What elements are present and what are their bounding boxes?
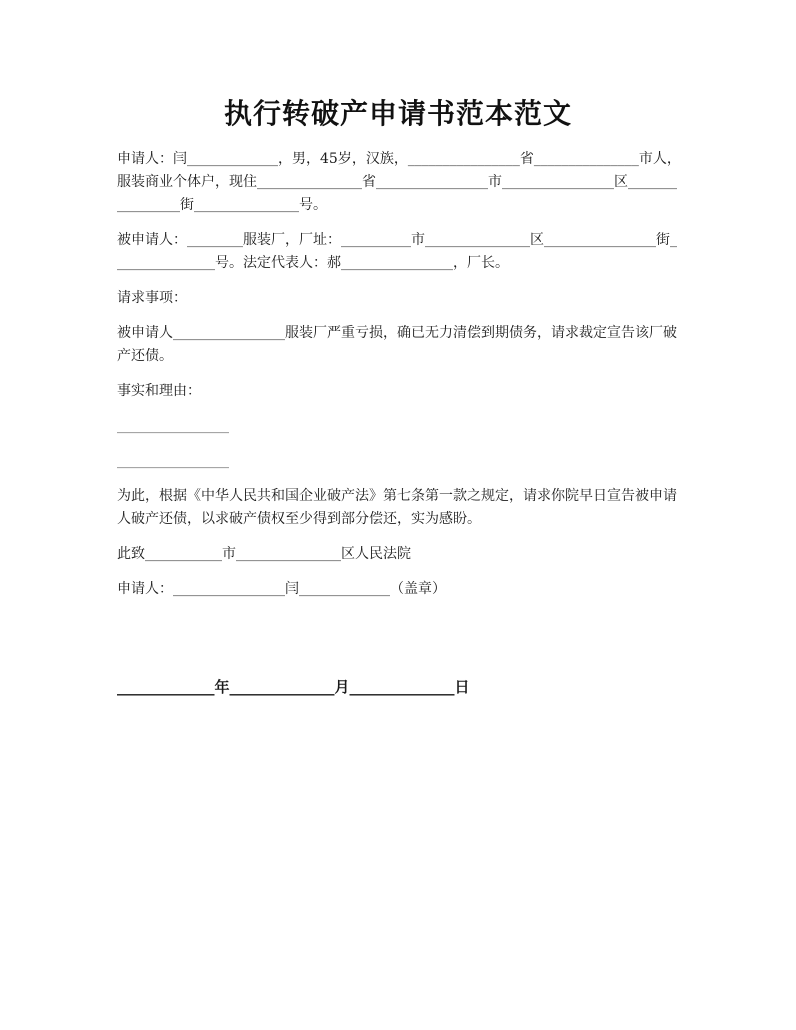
- addressee-line: 此致___________市_______________区人民法院: [117, 546, 411, 562]
- facts-blank-line: ________________: [117, 453, 229, 469]
- date-line: _____________年______________月______________日: [117, 678, 470, 696]
- applicant-paragraph: 申请人：闫_____________，男，45岁，汉族，________________省_______________市人，服装商业个体户，现住_______________省________________市________________区________________街_______________号。: [117, 151, 681, 213]
- document-body: [117, 148, 682, 613]
- signature-line: 申请人：________________闫_____________（盖章）: [117, 581, 446, 597]
- basis-paragraph: 为此，根据《中华人民共和国企业破产法》第七条第一款之规定，请求你院早日宣告被申请人破产还债，以求破产债权至少得到部分偿还，实为感盼。: [117, 488, 677, 527]
- claims-heading: 请求事项：: [117, 290, 187, 306]
- respondent-paragraph: 被申请人：________服装厂，厂址：__________市_______________区________________街_______________号。法定代表人：郝________________，厂长。: [117, 232, 677, 271]
- claims-paragraph: 被申请人________________服装厂严重亏损，确已无力清偿到期债务，请求裁定宣告该厂破产还债。: [117, 325, 677, 364]
- facts-heading: 事实和理由：: [117, 383, 201, 399]
- document-title: 执行转破产申请书范本范文: [223, 97, 572, 130]
- facts-blank-line: ________________: [117, 418, 229, 434]
